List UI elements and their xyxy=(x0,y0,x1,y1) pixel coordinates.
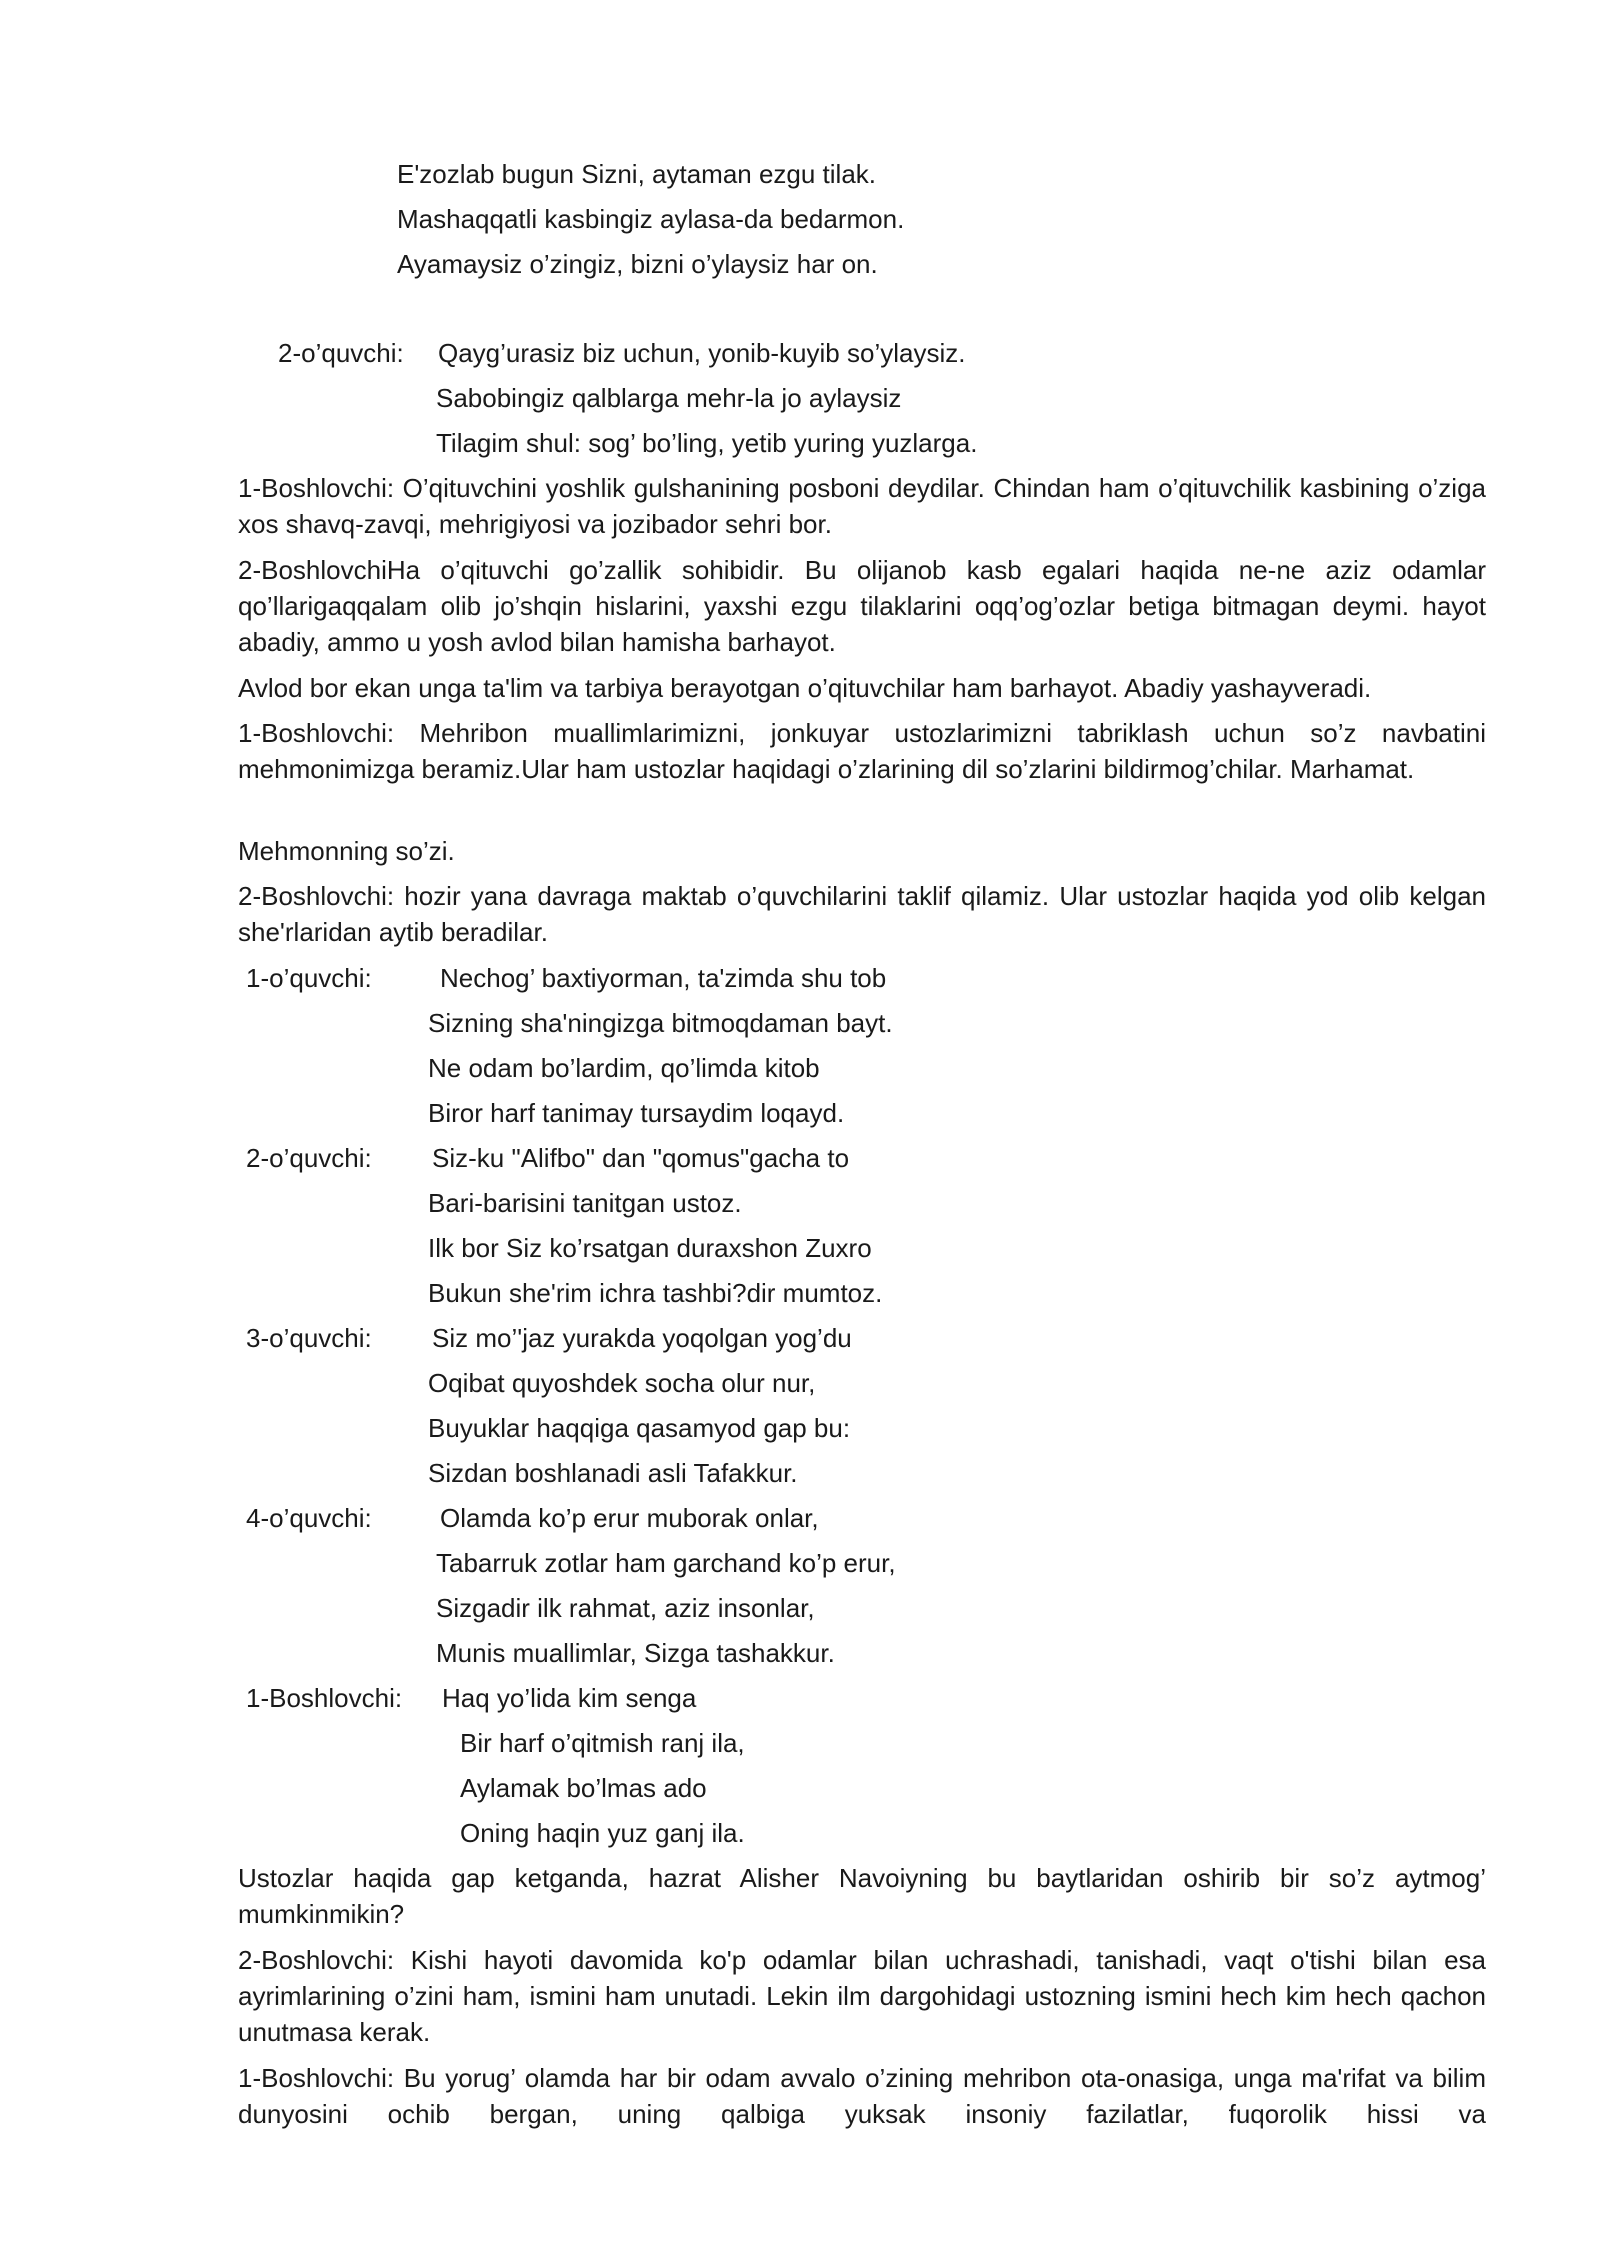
poem-line: Haq yo’lida kim senga xyxy=(442,1683,697,1713)
poem-line: Qayg’urasiz biz uchun, yonib-kuyib so’ylaysiz. xyxy=(438,338,966,368)
speaker-label: 2-o’quvchi: xyxy=(278,338,404,368)
poem-line: Ilk bor Siz ko’rsatgan duraxshon Zuxro xyxy=(428,1233,872,1263)
poem-line: Oning haqin yuz ganj ila. xyxy=(460,1818,745,1848)
poem-line: Ayamaysiz o’zingiz, bizni o’ylaysiz har on. xyxy=(397,249,878,279)
poem-line: Munis muallimlar, Sizga tashakkur. xyxy=(436,1638,835,1668)
poem-line: Bari-barisini tanitgan ustoz. xyxy=(428,1188,742,1218)
poem-line: Sizgadir ilk rahmat, aziz insonlar, xyxy=(436,1593,815,1623)
poem-line: Nechog’ baxtiyorman, ta'zimda shu tob xyxy=(440,963,887,993)
speaker-label: 1-Boshlovchi: xyxy=(246,1683,403,1713)
paragraph: 1-Boshlovchi: Bu yorug’ olamda har bir odam avvalo o’zining mehribon ota-onasiga, unga ma'rifat va bilim dunyosini ochib bergan, uning qalbiga yuksak insoniy fazilatlar, fuqorolik hissi va xyxy=(238,2063,1486,2129)
paragraph: 2-BoshlovchiHa o’qituvchi go’zallik sohibidir. Bu olijanob kasb egalari haqida ne-ne aziz odamlar qo’llarigaqqalam olib jo’shqin hislarini, yaxshi ezgu tilaklarini oqq’og’ozlar betiga bitmagan deymi. hayot abadiy, ammo u yosh avlod bilan hamisha barhayot. xyxy=(238,555,1486,657)
poem-line: Siz mo’'jaz yurakda yoqolgan yog’du xyxy=(432,1323,852,1353)
speaker-label: 1-o’quvchi: xyxy=(246,963,372,993)
speaker-label: 4-o’quvchi: xyxy=(246,1503,372,1533)
poem-line: Bukun she'rim ichra tashbi?dir mumtoz. xyxy=(428,1278,883,1308)
poem-line: Olamda ko’p erur muborak onlar, xyxy=(440,1503,819,1533)
speaker-label: 2-o’quvchi: xyxy=(246,1143,372,1173)
poem-line: Mashaqqatli kasbingiz aylasa-da bedarmon. xyxy=(397,204,905,234)
paragraph: 1-Boshlovchi: Mehribon muallimlarimizni, jonkuyar ustozlarimizni tabriklash uchun so’z navbatini mehmonimizga beramiz.Ular ham ustozlar haqidagi o’zlarining dil so’zlarini bildirmog’chilar. Marhamat. xyxy=(238,718,1486,784)
poem-line: Buyuklar haqqiga qasamyod gap bu: xyxy=(428,1413,851,1443)
poem-line: Sabobingiz qalblarga mehr-la jo aylaysiz xyxy=(436,383,902,413)
poem-line: Tabarruk zotlar ham garchand ko’p erur, xyxy=(436,1548,896,1578)
paragraph: Mehmonning so’zi. xyxy=(238,836,455,866)
poem-line: Sizdan boshlanadi asli Tafakkur. xyxy=(428,1458,798,1488)
paragraph: 2-Boshlovchi: Kishi hayoti davomida ko'p odamlar bilan uchrashadi, tanishadi, vaqt o'tishi bilan esa ayrimlarining o’zini ham, ismini ham unutadi. Lekin ilm dargohidagi ustozning ismini hech kim hech qachon unutmasa kerak. xyxy=(238,1945,1486,2047)
paragraph: Avlod bor ekan unga ta'lim va tarbiya berayotgan o’qituvchilar ham barhayot. Abadiy yashayveradi. xyxy=(238,673,1372,703)
speaker-label: 3-o’quvchi: xyxy=(246,1323,372,1353)
poem-line: Tilagim shul: sog’ bo’ling, yetib yuring yuzlarga. xyxy=(436,428,978,458)
poem-line: E'zozlab bugun Sizni, aytaman ezgu tilak. xyxy=(397,159,877,189)
poem-line: Oqibat quyoshdek socha olur nur, xyxy=(428,1368,816,1398)
poem-line: Aylamak bo’lmas ado xyxy=(460,1773,707,1803)
paragraph: 2-Boshlovchi: hozir yana davraga maktab o’quvchilarini taklif qilamiz. Ular ustozlar haqida yod olib kelgan she'rlaridan aytib beradilar. xyxy=(238,881,1486,947)
paragraph: 1-Boshlovchi: O’qituvchini yoshlik gulshanining posboni deydilar. Chindan ham o’qituvchilik kasbining o’ziga xos shavq-zavqi, mehrigiyosi va jozibador sehri bor. xyxy=(238,473,1486,539)
poem-line: Siz-ku "Alifbo" dan "qomus"gacha to xyxy=(432,1143,850,1173)
poem-line: Biror harf tanimay tursaydim loqayd. xyxy=(428,1098,845,1128)
poem-line: Sizning sha'ningizga bitmoqdaman bayt. xyxy=(428,1008,893,1038)
poem-line: Ne odam bo’lardim, qo’limda kitob xyxy=(428,1053,820,1083)
poem-line: Bir harf o’qitmish ranj ila, xyxy=(460,1728,745,1758)
paragraph: Ustozlar haqida gap ketganda, hazrat Alisher Navoiyning bu baytlaridan oshirib bir so’z aytmog’ mumkinmikin? xyxy=(238,1863,1486,1929)
